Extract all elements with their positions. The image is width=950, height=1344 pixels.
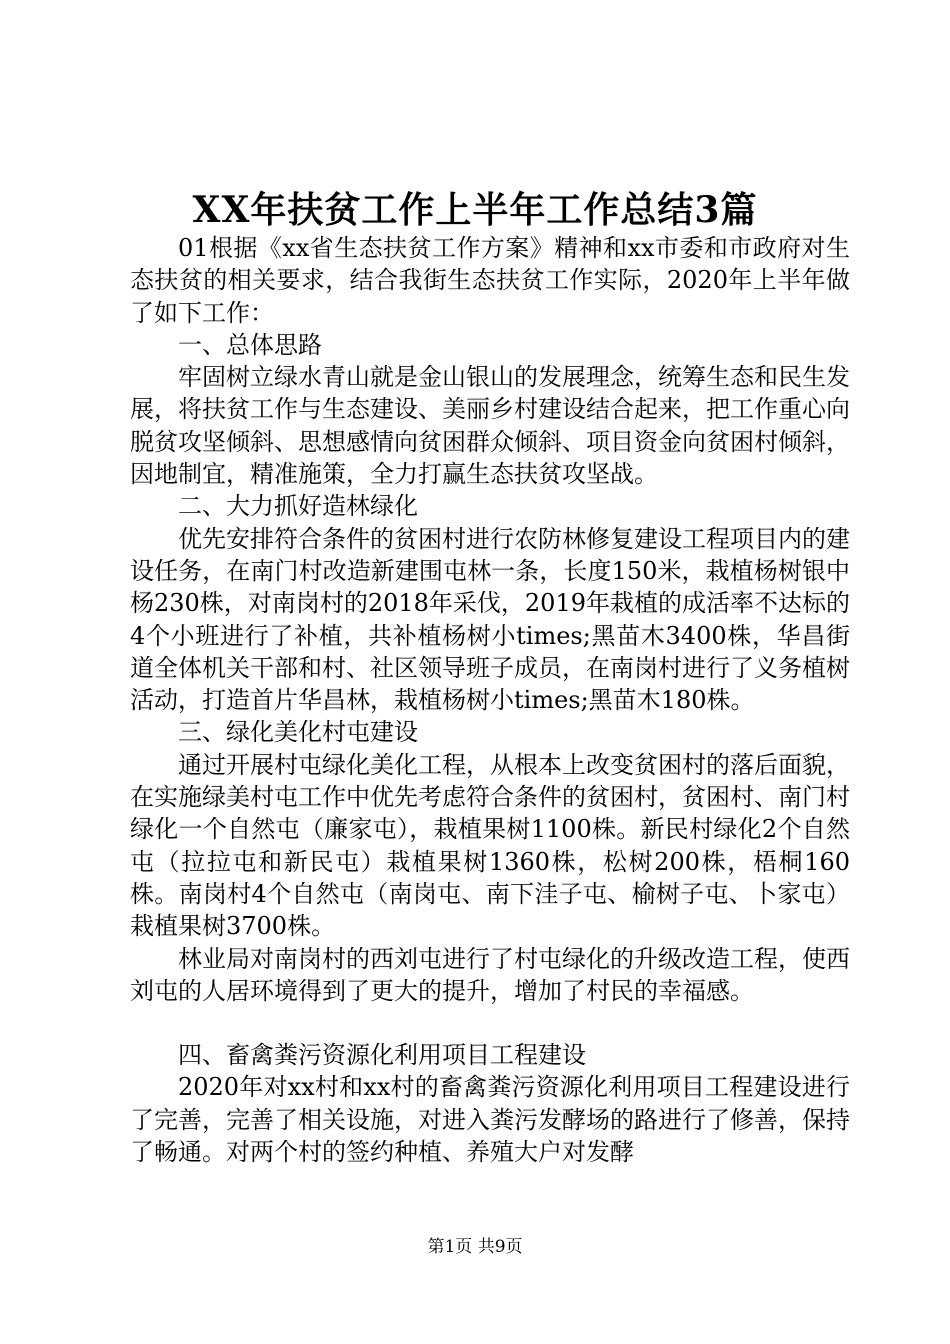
page-footer: 第1页 共9页 (427, 1237, 523, 1257)
paragraph-xiliu-upgrade: 林业局对南岗村的西刘屯进行了村屯绿化的升级改造工程，使西刘屯的人居环境得到了更大的提升，增加了村民的幸福感。 (130, 944, 850, 1005)
heading-afforestation: 二、大力抓好造林绿化 (178, 492, 418, 521)
heading-overall-approach: 一、总体思路 (178, 330, 322, 359)
paragraph-afforestation: 优先安排符合条件的贫困村进行农防林修复建设工程项目内的建设任务，在南门村改造新建围屯林一条，长度150米，栽植杨树银中杨230株，对南岗村的2018年采伐，2019年栽植的成活率不达标的4个小班进行了补植，共补植杨树小times;黑苗木3400株，华昌街道全体机关干部和村、社区领导班子成员，在南岗村进行了义务植树活动，打造首片华昌林，栽植杨树小times;黑苗木180株。 (130, 524, 850, 715)
paragraph-intro: 01根据《xx省生态扶贫工作方案》精神和xx市委和市政府对生态扶贫的相关要求，结合我街生态扶贫工作实际，2020年上半年做了如下工作： (130, 234, 850, 327)
heading-manure-project: 四、畜禽粪污资源化利用项目工程建设 (178, 1041, 586, 1070)
paragraph-village-greening: 通过开展村屯绿化美化工程，从根本上改变贫困村的落后面貌，在实施绿美村屯工作中优先考虑符合条件的贫困村，贫困村、南门村绿化一个自然屯（廉家屯），栽植果树1100株。新民村绿化2个自然屯（拉拉屯和新民屯）栽植果树1360株，松树200株，梧桐160株。南岗村4个自然屯（南岗屯、南下洼子屯、榆树子屯、卜家屯）栽植果树3700株。 (130, 750, 850, 941)
document-title: XX年扶贫工作上半年工作总结3篇 (192, 189, 758, 231)
paragraph-overall-approach: 牢固树立绿水青山就是金山银山的发展理念，统筹生态和民生发展，将扶贫工作与生态建设、美丽乡村建设结合起来，把工作重心向脱贫攻坚倾斜、思想感情向贫困群众倾斜、项目资金向贫困村倾斜，因地制宜，精准施策，全力打赢生态扶贫攻坚战。 (130, 363, 850, 489)
document-body (130, 232, 850, 1168)
heading-village-greening: 三、绿化美化村屯建设 (178, 718, 418, 747)
paragraph-manure-project: 2020年对xx村和xx村的畜禽粪污资源化利用项目工程建设进行了完善，完善了相关设施，对进入粪污发酵场的路进行了修善，保持了畅通。对两个村的签约种植、养殖大户对发酵 (130, 1073, 850, 1167)
